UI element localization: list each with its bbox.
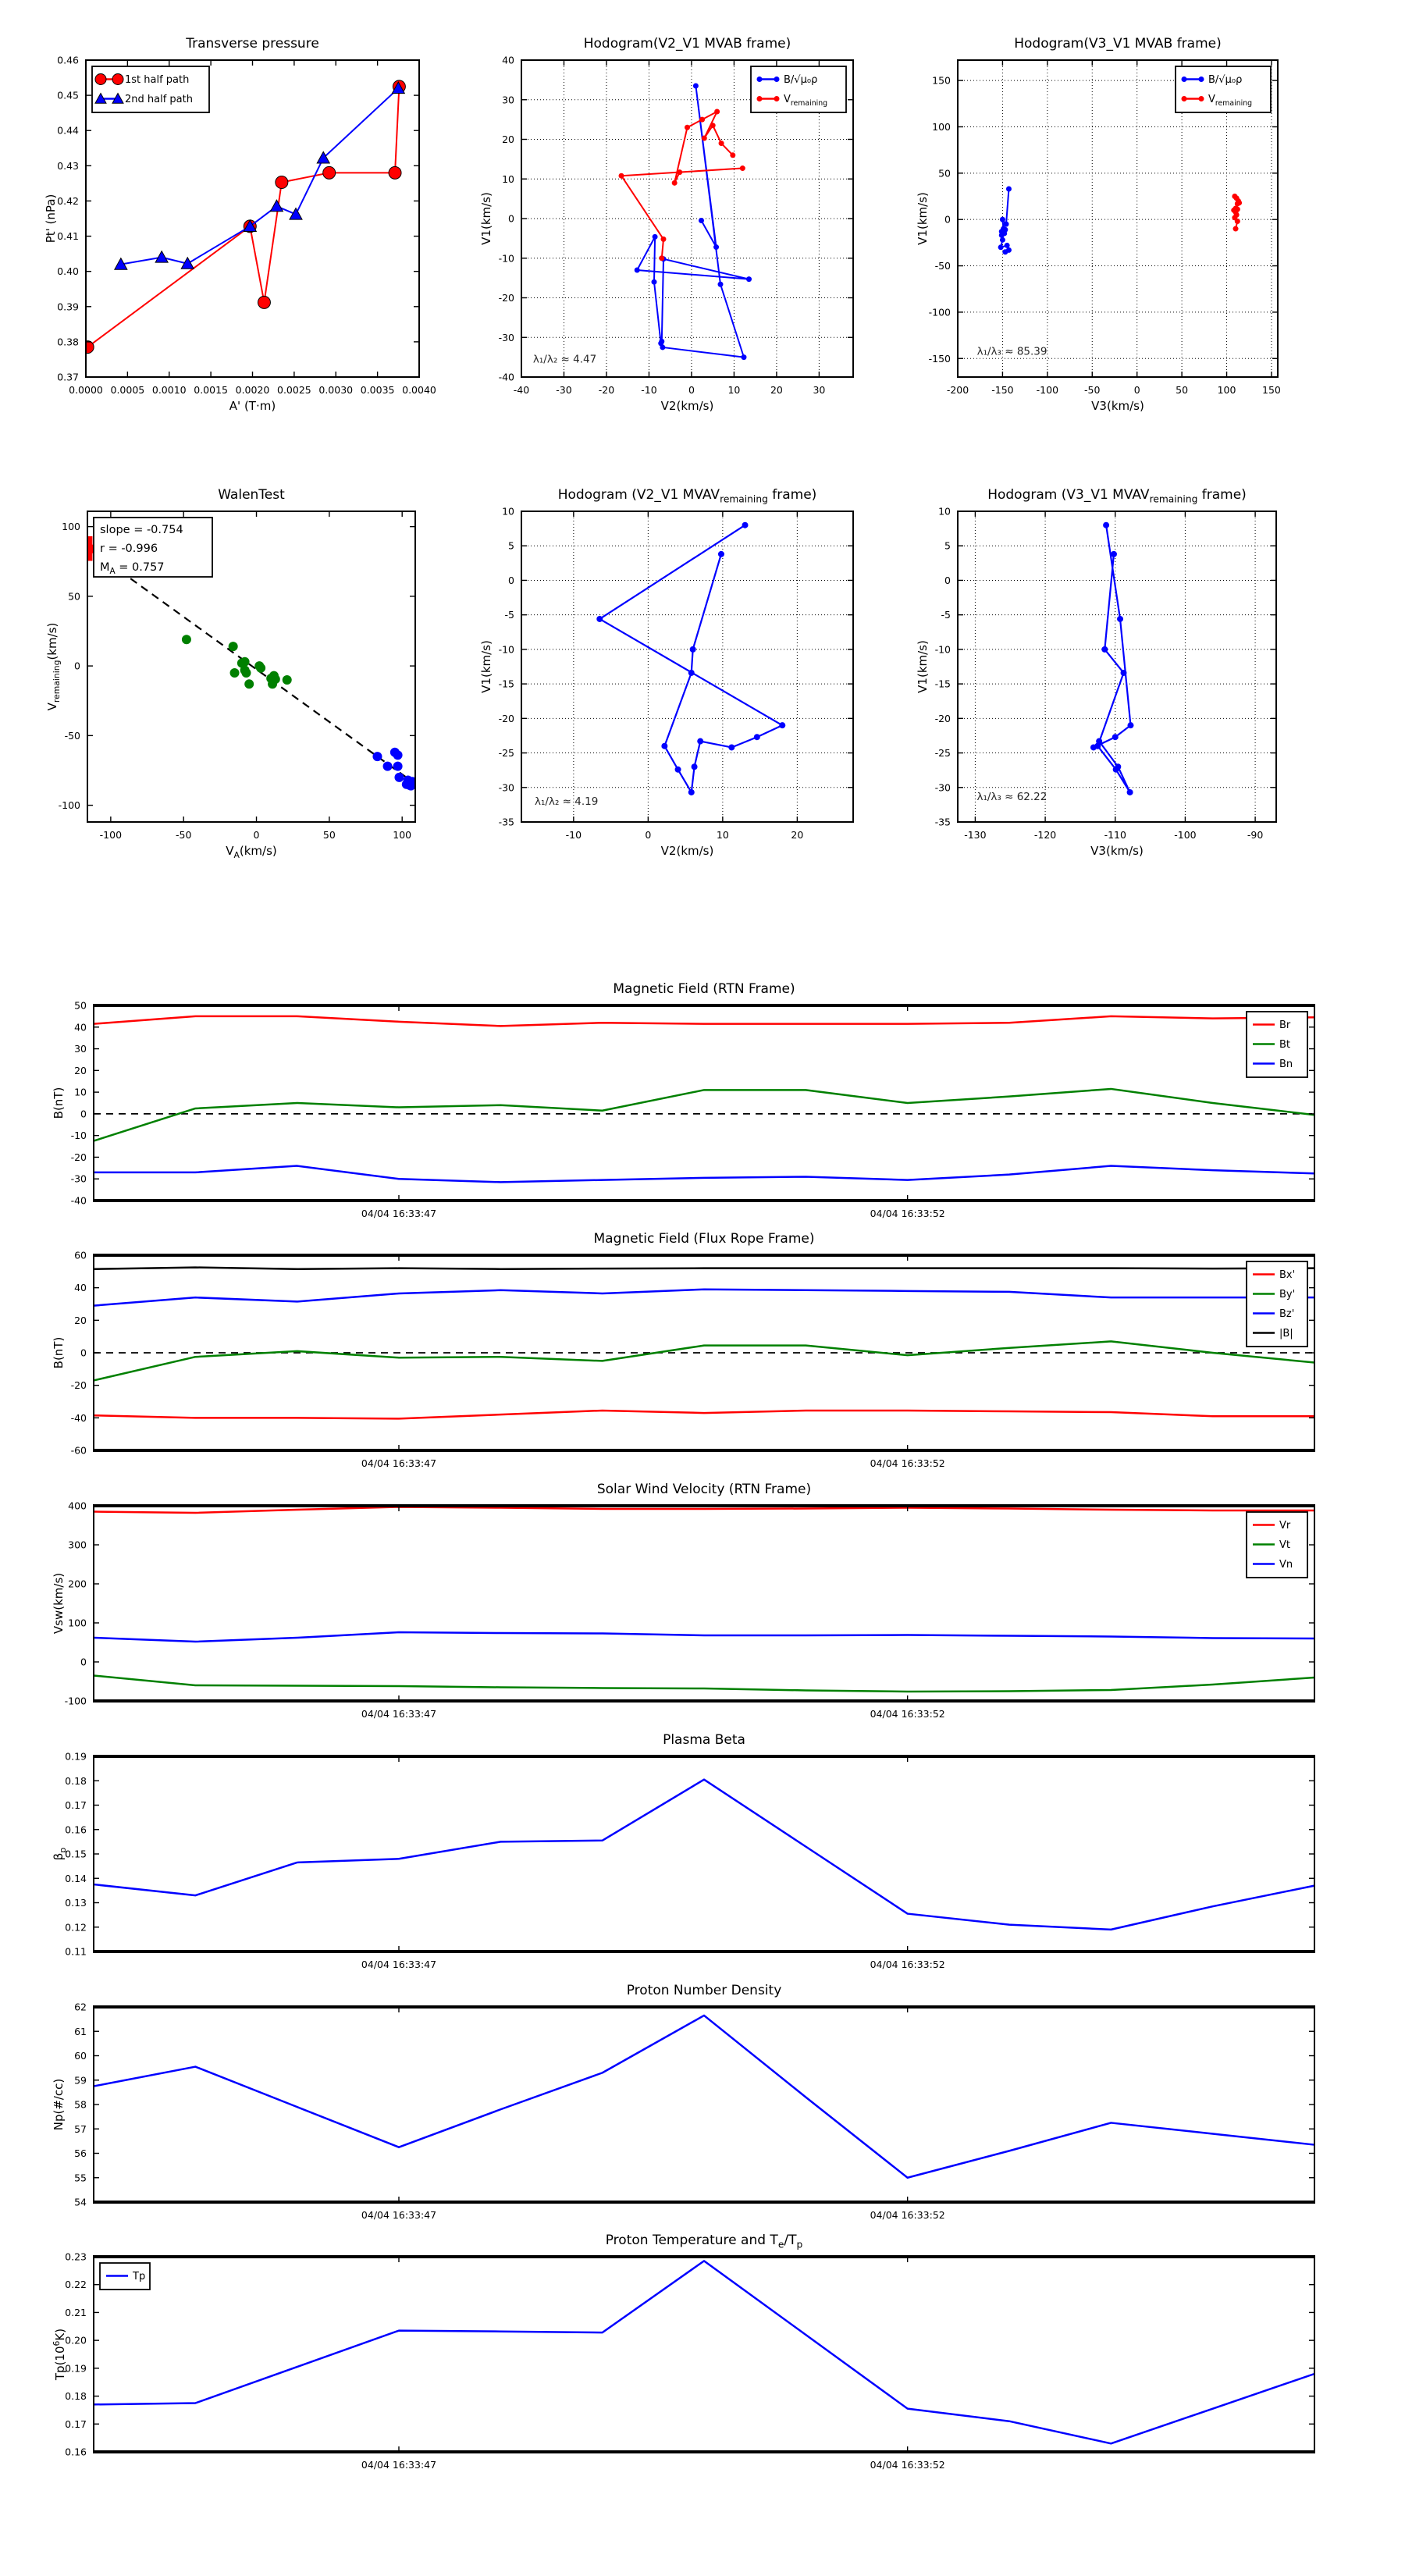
text-label: 0.19 <box>65 2362 87 2375</box>
text-label: 100 <box>393 829 412 841</box>
text-label: 5 <box>508 539 514 552</box>
text-label: 5 <box>944 539 951 552</box>
text-label: 60 <box>74 2050 87 2062</box>
chart-title: Solar Wind Velocity (RTN Frame) <box>596 1482 812 1497</box>
chart-title: Hodogram(V3_V1 MVAB frame) <box>1014 36 1222 52</box>
text-label: 0 <box>1133 384 1140 396</box>
text-label: 0.44 <box>57 124 79 137</box>
text-label: -30 <box>556 384 572 396</box>
text-label: B/√μ₀ρ <box>1208 74 1243 86</box>
text-label: 100 <box>1217 384 1236 396</box>
text-label: $V_{remaining}$ <box>1208 94 1253 108</box>
panel-hodogram-v3v1-mvab <box>903 25 1317 419</box>
text-label: 04/04 16:33:52 <box>870 1708 945 1720</box>
text-label: 04/04 16:33:52 <box>870 2459 945 2471</box>
chart-title: Proton Number Density <box>626 1983 782 1998</box>
text-label: 0 <box>944 213 951 226</box>
text-label: 30 <box>74 1043 87 1055</box>
text-label: -10 <box>934 643 951 656</box>
text-label: 200 <box>68 1578 87 1590</box>
text-label: 10 <box>502 173 514 185</box>
text-label: 0.37 <box>57 371 79 383</box>
text-label: -100 <box>1174 829 1197 841</box>
plot-canvas <box>31 970 1389 1228</box>
text-label: 0.0005 <box>110 384 145 396</box>
panel-transverse-pressure <box>31 25 453 419</box>
text-label: Bz' <box>1279 1308 1295 1320</box>
plot-area <box>958 511 1276 822</box>
y-axis-label: $\beta_p$ <box>52 1847 68 1861</box>
text-label: Vn <box>1279 1559 1293 1571</box>
legend <box>1176 66 1271 112</box>
text-label: 04/04 16:33:47 <box>361 1708 437 1720</box>
text-label: 61 <box>74 2025 87 2037</box>
text-label: 59 <box>74 2074 87 2087</box>
panel-hodogram-v3v1-mvav <box>903 476 1317 866</box>
text-label: 54 <box>74 2196 87 2208</box>
text-label: 04/04 16:33:47 <box>361 1208 437 1219</box>
y-axis-label: B(nT) <box>52 1336 66 1369</box>
text-label: 40 <box>74 1282 87 1294</box>
text-label: 0.22 <box>65 2279 87 2291</box>
text-label: 0.0035 <box>360 384 395 396</box>
text-label: 0 <box>645 829 652 841</box>
text-label: -20 <box>498 292 514 304</box>
text-label: 0.14 <box>65 1872 87 1884</box>
text-label: 0.18 <box>65 1774 87 1787</box>
text-label: 04/04 16:33:47 <box>361 1457 437 1469</box>
text-label: slope = -0.754 <box>100 524 183 536</box>
text-label: 04/04 16:33:52 <box>870 2209 945 2221</box>
text-label: 10 <box>74 1086 87 1098</box>
text-label: 0.0040 <box>402 384 436 396</box>
text-label: 1st half path <box>125 74 190 86</box>
text-label: -10 <box>498 643 514 656</box>
text-label: -35 <box>498 816 514 828</box>
text-label: 0.23 <box>65 2250 87 2263</box>
text-label: $V_{remaining}$ <box>784 94 828 108</box>
text-label: λ₁/λ₃ ≈ 62.22 <box>976 791 1048 804</box>
text-label: 0.13 <box>65 1897 87 1909</box>
text-label: 04/04 16:33:47 <box>361 2459 437 2471</box>
text-label: 04/04 16:33:47 <box>361 2209 437 2221</box>
text-label: -50 <box>175 829 192 841</box>
y-axis-label: B(nT) <box>52 1087 66 1119</box>
legend <box>751 66 846 112</box>
text-label: 10 <box>938 505 951 518</box>
text-label: 0 <box>80 1347 87 1359</box>
chart-title: Transverse pressure <box>186 36 319 52</box>
text-label: 0.16 <box>65 2446 87 2458</box>
text-label: -35 <box>934 816 951 828</box>
legend <box>1247 1012 1307 1077</box>
panel-proton-temperature <box>31 2222 1389 2479</box>
text-label: -40 <box>70 1194 87 1207</box>
text-label: 0.15 <box>65 1848 87 1860</box>
plot-canvas <box>33 476 454 866</box>
text-label: -10 <box>498 252 514 265</box>
text-label: 300 <box>68 1539 87 1551</box>
text-label: -50 <box>64 729 80 742</box>
text-label: Vr <box>1279 1520 1291 1532</box>
text-label: 0.0020 <box>235 384 270 396</box>
chart-title: Magnetic Field (Flux Rope Frame) <box>593 1231 815 1247</box>
legend <box>1247 1261 1307 1347</box>
text-label: 04/04 16:33:52 <box>870 1959 945 1970</box>
text-label: 0 <box>80 1108 87 1120</box>
text-label: 0.41 <box>57 230 79 243</box>
text-label: 50 <box>74 999 87 1012</box>
text-label: 30 <box>502 94 514 106</box>
text-label: λ₁/λ₃ ≈ 85.39 <box>976 345 1048 358</box>
text-label: 0.42 <box>57 194 79 207</box>
x-axis-label: $V_A(km/s)$ <box>226 844 277 860</box>
text-label: 0.45 <box>57 89 79 101</box>
text-label: 100 <box>62 521 80 533</box>
chart-title: Magnetic Field (RTN Frame) <box>613 981 795 997</box>
y-axis-label: V1(km/s) <box>479 192 493 245</box>
text-label: 58 <box>74 2098 87 2111</box>
text-label: λ₁/λ₂ ≈ 4.47 <box>532 353 597 366</box>
text-label: -60 <box>70 1444 87 1457</box>
text-label: -40 <box>513 384 530 396</box>
text-label: 0.12 <box>65 1921 87 1934</box>
text-label: -20 <box>934 712 951 724</box>
text-label: -30 <box>70 1172 87 1185</box>
text-label: λ₁/λ₂ ≈ 4.19 <box>535 795 599 809</box>
text-label: Vt <box>1279 1539 1290 1551</box>
text-label: -110 <box>1104 829 1126 841</box>
text-label: 04/04 16:33:47 <box>361 1959 437 1970</box>
y-axis-label: $V_{remaining}(km/s)$ <box>45 622 62 711</box>
text-label: Bn <box>1279 1059 1293 1070</box>
info-box <box>94 518 212 577</box>
text-label: 100 <box>68 1617 87 1629</box>
text-label: -10 <box>70 1130 87 1142</box>
text-label: -100 <box>1036 384 1059 396</box>
y-axis-label: Pt' (nPa) <box>44 194 58 244</box>
text-label: 30 <box>813 384 826 396</box>
text-label: -200 <box>946 384 969 396</box>
panel-walen-test <box>33 476 454 866</box>
text-label: -40 <box>498 371 514 383</box>
plot-area <box>94 1005 1314 1201</box>
panel-hodogram-v2v1-mvav <box>467 476 888 866</box>
text-label: 50 <box>938 167 951 180</box>
chart-title: Hodogram (V2_V1 $MVAV_{remaining}$ frame) <box>557 487 817 505</box>
text-label: 0.11 <box>65 1945 87 1958</box>
text-label: 0.0010 <box>151 384 187 396</box>
text-label: 0 <box>688 384 695 396</box>
text-label: -130 <box>964 829 987 841</box>
text-label: 0.17 <box>65 2418 87 2430</box>
annotation <box>533 354 596 366</box>
text-label: 150 <box>932 74 951 87</box>
text-label: 0.17 <box>65 1799 87 1811</box>
text-label: -20 <box>70 1151 87 1163</box>
text-label: 04/04 16:33:52 <box>870 1457 945 1469</box>
text-label: -90 <box>1247 829 1264 841</box>
text-label: Bt <box>1279 1039 1291 1051</box>
text-label: -100 <box>99 829 123 841</box>
text-label: 0.40 <box>57 265 79 278</box>
text-label: -20 <box>498 712 514 724</box>
text-label: 20 <box>770 384 783 396</box>
plot-area <box>521 511 853 822</box>
panel-hodogram-v2v1-mvab <box>467 25 888 419</box>
y-axis-label: Vsw(km/s) <box>52 1572 66 1635</box>
text-label: 20 <box>791 829 804 841</box>
annotation <box>977 346 1048 358</box>
y-axis-label: Np(#/cc) <box>52 2078 66 2131</box>
chart-title: Plasma Beta <box>663 1732 745 1748</box>
y-axis-label: V1(km/s) <box>916 640 930 693</box>
annotation <box>976 791 1047 803</box>
text-label: -25 <box>934 747 951 760</box>
text-label: r = -0.996 <box>100 543 158 555</box>
text-label: -100 <box>928 306 951 318</box>
text-label: 0 <box>508 574 514 586</box>
text-label: Bx' <box>1279 1269 1296 1281</box>
text-label: -15 <box>934 678 951 690</box>
text-label: 100 <box>932 120 951 133</box>
text-label: -5 <box>941 609 951 621</box>
plot-canvas <box>31 1721 1389 1979</box>
text-label: -20 <box>70 1379 87 1392</box>
text-label: 0.0015 <box>194 384 228 396</box>
text-label: 0.0025 <box>277 384 311 396</box>
text-label: 0.16 <box>65 1823 87 1836</box>
text-label: 20 <box>74 1314 87 1326</box>
text-label: 0.21 <box>65 2306 87 2318</box>
text-label: -20 <box>598 384 615 396</box>
text-label: 10 <box>502 505 514 518</box>
text-label: -40 <box>70 1411 87 1424</box>
text-label: 40 <box>502 54 514 66</box>
text-label: 04/04 16:33:52 <box>870 1208 945 1219</box>
y-axis-label: $Tp(10^6K)$ <box>52 2328 67 2381</box>
text-label: 400 <box>68 1500 87 1512</box>
plot-area <box>94 2257 1314 2452</box>
chart-title: Proton Temperature and $T_e/T_p$ <box>605 2233 803 2250</box>
text-label: 56 <box>74 2147 87 2159</box>
plot-canvas <box>31 1471 1389 1728</box>
text-label: 0 <box>74 660 80 672</box>
text-label: 0 <box>253 829 260 841</box>
text-label: 0.38 <box>57 336 79 348</box>
text-label: 2nd half path <box>125 94 193 105</box>
text-label: -150 <box>991 384 1014 396</box>
text-label: -25 <box>498 747 514 760</box>
panel-plasma-beta <box>31 1721 1389 1979</box>
chart-title: Hodogram(V2_V1 MVAB frame) <box>583 36 791 52</box>
x-axis-label: V3(km/s) <box>1091 399 1144 413</box>
text-label: 0 <box>944 574 951 586</box>
text-label: 50 <box>68 590 80 603</box>
text-label: 0.39 <box>57 301 79 313</box>
plot-area <box>94 1506 1314 1701</box>
plot-area <box>94 2007 1314 2202</box>
text-label: -10 <box>641 384 657 396</box>
text-label: 0 <box>80 1656 87 1668</box>
plot-canvas <box>31 2222 1389 2479</box>
plot-area <box>94 1756 1314 1952</box>
x-axis-label: V3(km/s) <box>1090 844 1144 858</box>
panel-magnetic-field-rtn <box>31 970 1389 1228</box>
chart-title: WalenTest <box>218 487 285 503</box>
text-label: -30 <box>498 331 514 343</box>
text-label: 0.18 <box>65 2390 87 2403</box>
text-label: 0.0030 <box>318 384 354 396</box>
plot-canvas <box>467 25 888 419</box>
text-label: 55 <box>74 2172 87 2184</box>
x-axis-label: A' (T·m) <box>229 399 276 413</box>
text-label: 0.43 <box>57 159 79 172</box>
y-axis-label: V1(km/s) <box>916 192 930 245</box>
panel-solar-wind-velocity <box>31 1471 1389 1728</box>
annotation <box>535 795 598 808</box>
text-label: -30 <box>934 781 951 794</box>
text-label: 20 <box>74 1064 87 1076</box>
plot-canvas <box>31 25 453 419</box>
text-label: 0.20 <box>65 2334 87 2347</box>
text-label: -50 <box>1084 384 1101 396</box>
text-label: Br <box>1279 1019 1291 1031</box>
text-label: -120 <box>1033 829 1057 841</box>
text-label: 50 <box>1176 384 1189 396</box>
legend <box>1247 1512 1307 1578</box>
text-label: 50 <box>322 829 336 841</box>
text-label: -100 <box>64 1695 87 1707</box>
legend <box>92 66 209 112</box>
text-label: 0.46 <box>57 54 79 66</box>
text-label: By' <box>1279 1289 1296 1300</box>
text-label: |B| <box>1279 1328 1293 1340</box>
text-label: -50 <box>934 260 951 272</box>
text-label: 40 <box>74 1021 87 1034</box>
plot-canvas <box>31 1972 1389 2229</box>
y-axis-label: V1(km/s) <box>479 640 493 693</box>
x-axis-label: V2(km/s) <box>660 399 714 413</box>
text-label: 0.0000 <box>69 384 103 396</box>
panel-magnetic-field-flux-rope <box>31 1220 1389 1478</box>
text-label: -5 <box>504 609 514 621</box>
panel-proton-number-density <box>31 1972 1389 2229</box>
x-axis-label: V2(km/s) <box>660 844 714 858</box>
text-label: -10 <box>565 829 582 841</box>
text-label: 0.19 <box>65 1750 87 1763</box>
text-label: 10 <box>727 384 741 396</box>
text-label: -30 <box>498 781 514 794</box>
text-label: 62 <box>74 2001 87 2013</box>
text-label: 0 <box>508 212 514 225</box>
text-label: 10 <box>716 829 729 841</box>
text-label: 150 <box>1262 384 1281 396</box>
plot-canvas <box>903 25 1317 419</box>
plot-canvas <box>903 476 1317 866</box>
text-label: -150 <box>928 352 951 365</box>
text-label: -100 <box>58 799 80 812</box>
legend <box>100 2263 150 2290</box>
text-label: -15 <box>498 678 514 690</box>
text-label: $M_A = 0.757$ <box>100 561 165 576</box>
text-label: B/√μ₀ρ <box>784 74 818 86</box>
text-label: Tp <box>133 2271 146 2282</box>
plot-canvas <box>31 1220 1389 1478</box>
text-label: 57 <box>74 2122 87 2135</box>
plot-canvas <box>467 476 888 866</box>
text-label: 20 <box>502 133 514 145</box>
text-label: 60 <box>74 1249 87 1261</box>
chart-title: Hodogram (V3_V1 $MVAV_{remaining}$ frame) <box>987 487 1247 505</box>
